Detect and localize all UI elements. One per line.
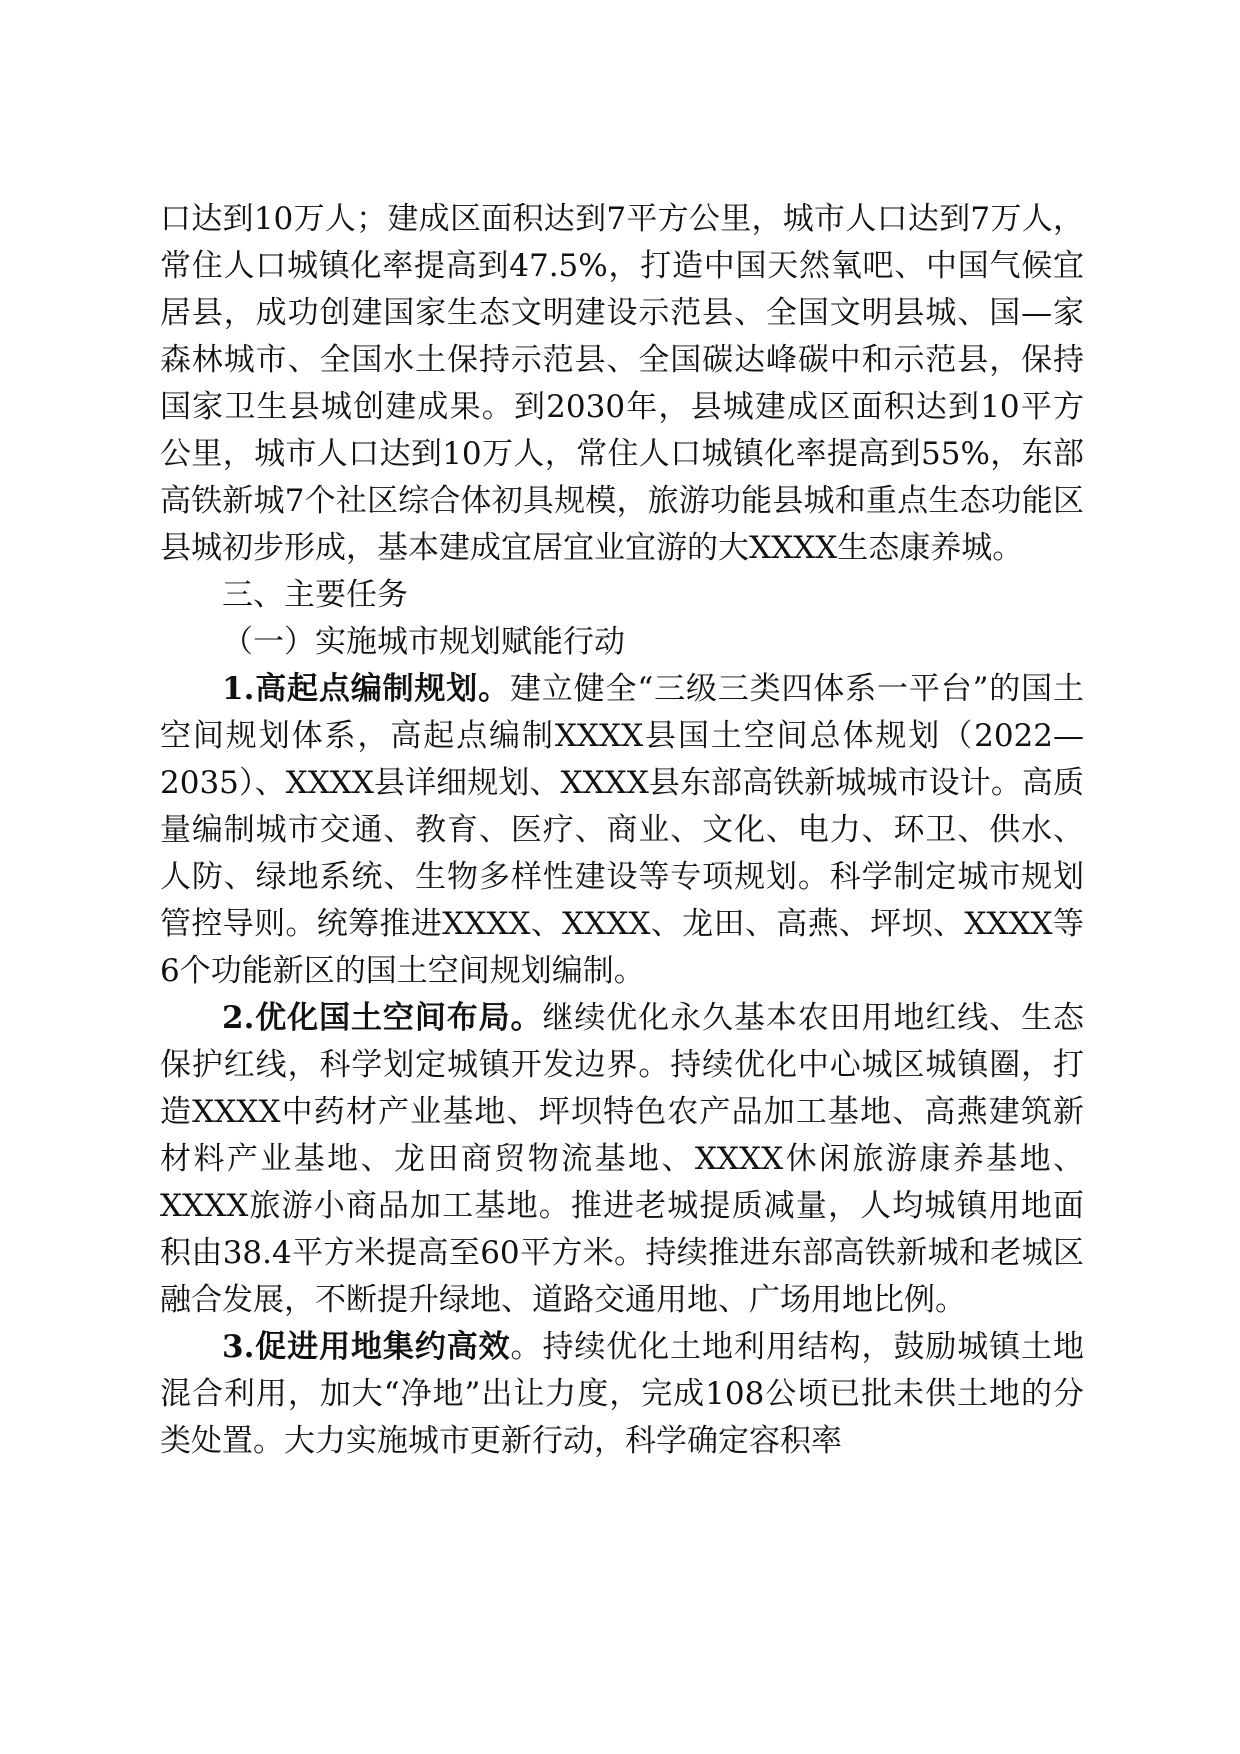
item-lead-2: 2.优化国土空间布局。 (222, 1000, 543, 1036)
item-lead-1: 1.高起点编制规划。 (222, 671, 511, 707)
item-text-1: 建立健全“三级三类四体系一平台”的国土空间规划体系，高起点编制XXXX县国土空间总体规划（2022—2035）、XXXX县详细规划、XXXX县东部高铁新城城市设计。高质量编制城市交通、教育、医疗、商业、文化、电力、环卫、供水、人防、绿地系统、生物多样性建设等专项规划。科学制定城市规划管控导则。统筹推进XXXX、XXXX、龙田、高燕、坪坝、XXXX等6个功能新区的国土空间规划编制。 (160, 671, 1084, 989)
item-paragraph-1 (160, 666, 1084, 995)
subsection-heading: （一）实施城市规划赋能行动 (222, 624, 625, 660)
item-text-2: 继续优化永久基本农田用地红线、生态保护红线，科学划定城镇开发边界。持续优化中心城区城镇圈，打造XXXX中药材产业基地、坪坝特色农产品加工基地、高燕建筑新材料产业基地、龙田商贸物流基地、XXXX休闲旅游康养基地、XXXX旅游小商品加工基地。推进老城提质减量，人均城镇用地面积由38.4平方米提高至60平方米。持续推进东部高铁新城和老城区融合发展，不断提升绿地、道路交通用地、广场用地比例。 (160, 1000, 1084, 1318)
item-paragraph-3 (160, 1324, 1084, 1465)
document-page (160, 196, 1084, 1465)
item-paragraph-2 (160, 995, 1084, 1324)
intro-paragraph: 口达到10万人；建成区面积达到7平方公里，城市人口达到7万人，常住人口城镇化率提高到47.5%，打造中国天然氧吧、中国气候宜居县，成功创建国家生态文明建设示范县、全国文明县城、国—家森林城市、全国水土保持示范县、全国碳达峰碳中和示范县，保持国家卫生县城创建成果。到2030年，县城建成区面积达到10平方公里，城市人口达到10万人，常住人口城镇化率提高到55%，东部高铁新城7个社区综合体初具规模，旅游功能县城和重点生态功能区县城初步形成，基本建成宜居宜业宜游的大XXXX生态康养城。 (160, 201, 1084, 566)
item-lead-3: 3.促进用地集约高效 (222, 1329, 511, 1365)
item-text-3: 。持续优化土地利用结构，鼓励城镇土地混合利用，加大“净地”出让力度，完成108公顷已批未供土地的分类处置。大力实施城市更新行动，科学确定容积率 (160, 1329, 1084, 1459)
section-heading: 三、主要任务 (222, 577, 408, 613)
